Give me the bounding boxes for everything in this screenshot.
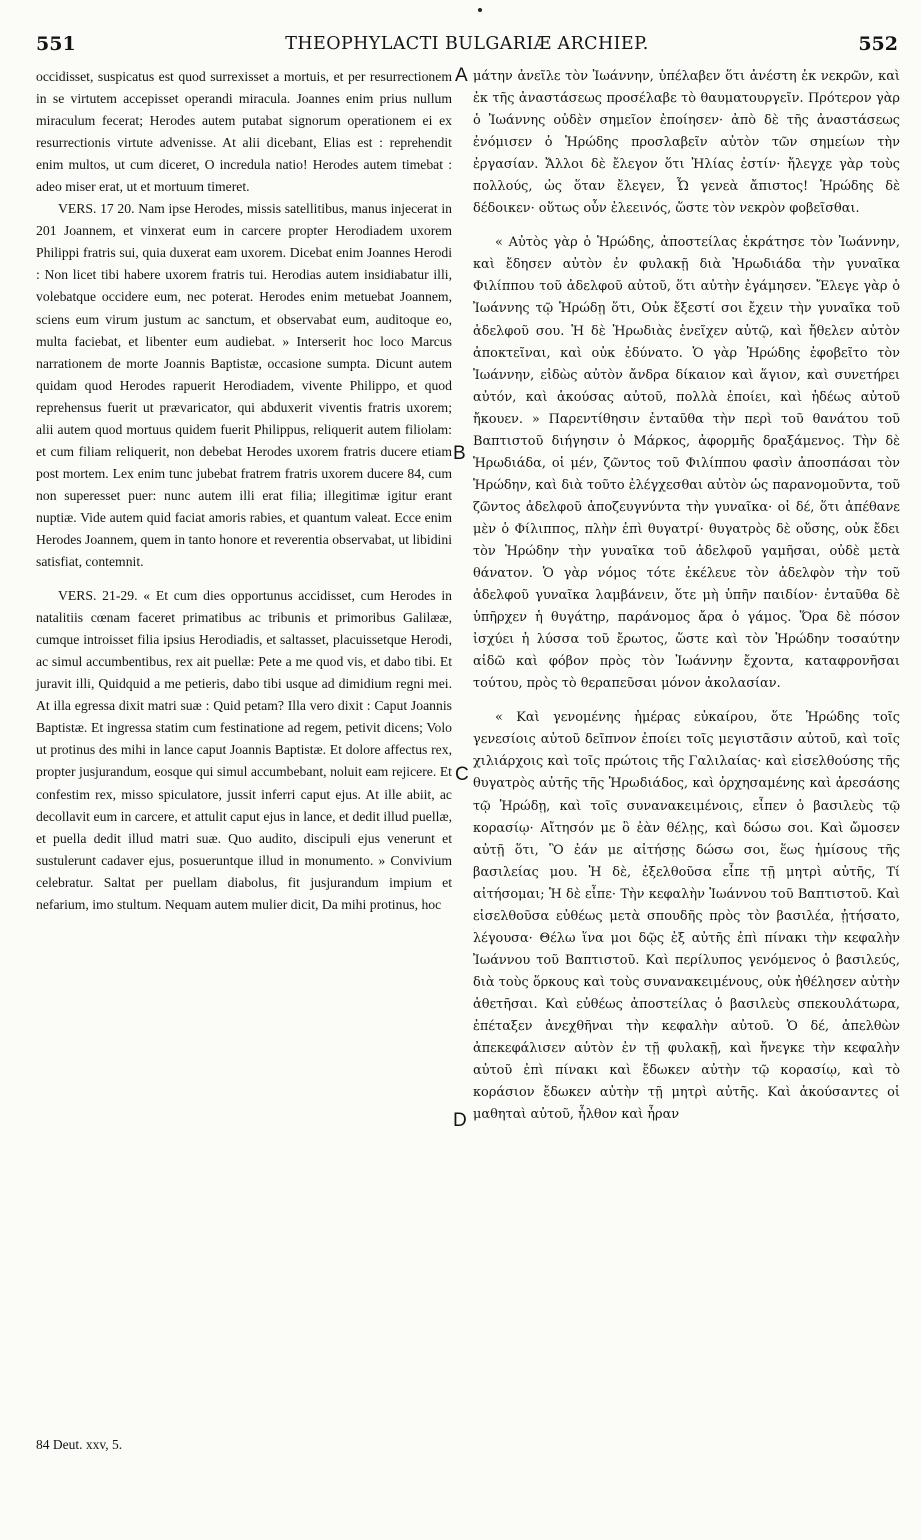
running-title: THEOPHYLACTI BULGARIÆ ARCHIEP. [285, 34, 649, 54]
section-marker-a: A [455, 65, 468, 86]
latin-column [36, 66, 452, 916]
latin-paragraph: VERS. 21-29. « Et cum dies opportunus accidisset, cum Herodes in natalitiis cœnam faceret primatibus ac tribunis et primoribus Galilææ, cumque introisset filia ipsius Herodiadis, et saltasset, placuissetque Herodi, ac simul accumbentibus, rex ait puellæ: Pete a me quod vis, et dabo tibi. Et juravit illi, Quidquid a me petieris, dabo tibi usque ad dimidium regni mei. At illa egressa dixit matri suæ : Quid petam? Illa vero dixit : Caput Joannis Baptistæ. Et ingressa statim cum festinatione ad regem, petivit dicens; Volo ut protinus des mihi in lance caput Joannis Baptistæ. Et dolore affectus rex, propter jusjurandum, eosque qui simul accumbebant, noluit eam rejicere. Et confestim rex, misso spiculatore, jussit inferri caput ejus. At ille abiit, ac decollavit eum in carcere, et attulit caput ejus in lance, et dedit illud puellæ, et puella dedit illud matri suæ. Quo audito, discipuli ejus venerunt et sustulerunt cadaver ejus, posueruntque illud in monumento. » Convivium celebratur. Saltat per puellam diabolus, fit jusjurandum impium et nefarium, imo stultum. Nequam autem mulier dicit, Da mihi protinus, hoc [36, 588, 452, 912]
greek-paragraph: « Καὶ γενομένης ἡμέρας εὐκαίρου, ὅτε Ἡρώδης τοῖς γενεσίοις αὐτοῦ δεῖπνον ἐποίει τοῖς μεγιστᾶσιν αὐτοῦ, καὶ τοῖς χιλιάρχοις καὶ τοῖς πρώτοις τῆς Γαλιλαίας· καὶ εἰσελθούσης τῆς θυγατρὸς αὐτῆς τῆς Ἡρωδιάδος, καὶ ὀρχησαμένης καὶ ἀρεσάσης τῷ Ἡρώδῃ, καὶ τοῖς συνανακειμένοις, εἶπεν ὁ βασιλεὺς τῷ κορασίῳ· Αἴτησόν με ὃ ἐὰν θέλῃς, καὶ δώσω σοι. Καὶ ὤμοσεν αὐτῇ ὅτι, Ὃ ἐάν με αἰτήσῃς δώσω σοι, ἕως ἡμίσους τῆς βασιλείας μου. Ἡ δὲ, ἐξελθοῦσα εἶπε τῇ μητρὶ αὐτῆς, Τί αἰτήσομαι; Ἡ δὲ εἶπε· Τὴν κεφαλὴν Ἰωάννου τοῦ Βαπτιστοῦ. Καὶ εἰσελθοῦσα εὐθέως μετὰ σπουδῆς πρὸς τὸν βασιλέα, ᾐτήσατο, λέγουσα· Θέλω ἵνα μοι δῷς ἐξ αὐτῆς ἐπὶ πίνακι τὴν κεφαλὴν Ἰωάννου τοῦ Βαπτιστοῦ. Καὶ περίλυπος γενόμενος ὁ βασιλεύς, διὰ τοὺς ὅρκους καὶ τοὺς συνανακειμένους, οὐκ ἠθέλησεν αὐτὴν ἀθετῆσαι. Καὶ εὐθέως ἀποστείλας ὁ βασιλεὺς σπεκουλάτωρα, ἐπέταξεν ἀνεχθῆναι τὴν κεφαλὴν αὐτοῦ. Ὁ δέ, ἀπελθὼν ἀπεκεφάλισεν αὐτὸν ἐν τῇ φυλακῇ, καὶ ἤνεγκε τὴν κεφαλὴν αὐτοῦ ἐπὶ πίνακι καὶ ἔδωκεν αὐτὴν τῷ κορασίῳ, καὶ τὸ κοράσιον ἔδωκεν αὐτὴν τῇ μητρὶ αὐτῆς. Καὶ ἀκούσαντες οἱ μαθηταὶ αὐτοῦ, ἦλθον καὶ ἦραν [473, 710, 900, 1123]
greek-paragraph: « Αὐτὸς γὰρ ὁ Ἡρώδης, ἀποστείλας ἐκράτησε τὸν Ἰωάννην, καὶ ἔδησεν αὐτὸν ἐν φυλακῇ διὰ Ἡρωδιάδα τὴν γυναῖκα Φιλίππου τοῦ ἀδελφοῦ αὐτοῦ, ὅτι αὐτὴν ἐγάμησεν. Ἔλεγε γὰρ ὁ Ἰωάννης τῷ Ἡρώδῃ ὅτι, Οὐκ ἔξεστί σοι ἔχειν τὴν γυναῖκα τοῦ ἀδελφοῦ σου. Ἡ δὲ Ἡρωδιὰς ἐνεῖχεν αὐτῷ, καὶ ἤθελεν αὐτὸν ἀποκτεῖναι, καὶ οὐκ ἐδύνατο. Ὁ γὰρ Ἡρώδης ἐφοβεῖτο τὸν Ἰωάννην, εἰδὼς αὐτὸν ἄνδρα δίκαιον καὶ ἅγιον, καὶ συνετήρει αὐτόν, καὶ ἀκούσας αὐτοῦ, πολλὰ ἐποίει, καὶ ἡδέως αὐτοῦ ἤκουεν. » Παρεντίθησιν ἐνταῦθα τὴν περὶ τοῦ θανάτου τοῦ Βαπτιστοῦ διήγησιν ὁ Μάρκος, ἀφορμῆς δραξάμενος. Τὴν δὲ Ἡρωδιάδα, οἱ μέν, ζῶντος τοῦ Φιλίππου φασὶν ἀποσπάσαι τὸν Ἡρώδην, καὶ διὰ τοῦτο ἐλέγχεσθαι αὐτὸν ὡς παρανομοῦντα, τοῦ ζῶντος ἀδελφοῦ ἀποζευγνύντα τὴν γυναῖκα· οἱ δέ, ὅτι ἀπέθανε μὲν ὁ Φίλιππος, πλὴν ἐπὶ θυγατρί· θυγατρὸς δὲ οὔσης, οὐκ ἔδει τὸν Ἡρώδην τὴν γυναῖκα τοῦ ἀδελφοῦ γαμῆσαι, οὐδὲ μετὰ θάνατον. Ὁ γὰρ νόμος τότε ἐκέλευε τὸν ἀδελφὸν τὴν τοῦ ἀδελφοῦ γυναῖκα λαμβάνειν, ὅτε μὴ ὑπῆν παιδίον· ἐνταῦθα δὲ ὑπῆρχεν ἡ θυγάτηρ, παράνομος ἄρα ὁ γάμος. Ὅρα δὲ πόσον ἰσχύει ἡ λύσσα τοῦ ἔρωτος, ὥστε καὶ τὸν Ἡρώδην τοσαύτην αἰδῶ καὶ φόβον πρὸς τὸν Ἰωάννην ἔχοντα, καταφρονῆσαι τούτου, πρὸς τὸ θεραπεῦσαι μόνον ἀκολασίαν. [473, 235, 900, 692]
section-marker-d: D [453, 1110, 467, 1131]
page-number-left: 551 [36, 33, 76, 55]
footnote: 84 Deut. xxv, 5. [36, 1437, 123, 1452]
greek-paragraph: μάτην ἀνεῖλε τὸν Ἰωάννην, ὑπέλαβεν ὅτι ἀνέστη ἐκ νεκρῶν, καὶ ἐκ τῆς ἀναστάσεως προσέλαβε τὸ θαυματουργεῖν. Πρότερον γὰρ ὁ Ἰωάννης οὐδὲν σημεῖον ἐποίησεν· ἀπὸ δὲ τῆς ἀναστάσεως ἐνόμισεν ὁ Ἡρώδης προσλαβεῖν αὐτὸν τῶν σημείων τὴν ἐργασίαν. Ἄλλοι δὲ ἔλεγον ὅτι Ἠλίας ἐστίν· ἤλεγχε γὰρ τοὺς πολλούς, ὡς ὅταν ἔλεγεν, Ὦ γενεὰ ἄπιστος! Ἡρώδης δὲ δέδοικεν· οὕτως οὖν ἐλεεινός, ὥστε τὸν νεκρὸν φοβεῖσθαι. [473, 69, 900, 217]
print-speck [478, 8, 482, 12]
section-marker-b: B [453, 443, 466, 464]
page-number-right: 552 [858, 33, 898, 55]
running-header [36, 33, 898, 57]
greek-column [473, 66, 900, 1126]
latin-paragraph: occidisset, suspicatus est quod surrexisset a mortuis, et per resurrectionem in se virtutem accepisset operandi miracula. Joannes enim prius nullum miraculum fecerat; Herodes autem putabat signorum operationem ei ex resurrectionis virtute advenisse. At alii dicebant, Elias est : reprehendit enim multos, ut cum diceret, O incredula natio! Herodes autem timebat : adeo miser erat, ut et mortuum timeret. [36, 69, 452, 195]
latin-paragraph: VERS. 17 20. Nam ipse Herodes, missis satellitibus, manus injecerat in 201 Joannem, et vinxerat eum in carcere propter Herodiadem uxorem Philippi fratris sui, quia duxerat eam uxorem. Dicebat enim Joannes Herodi : Non licet tibi habere uxorem fratris tui. Herodias autem insidiabatur illi, volebatque occidere eum, nec poterat. Herodes enim metuebat Joannem, sciens eum virum justum ac sanctum, et observabat eum, auditoque eo, multa faciebat, et libenter eum audiebat. » Interserit hoc loco Marcus narrationem de morte Joannis Baptistæ, occasione sumpta. Dicunt autem quidam quod Herodes rapuerit Herodiadem, vivente Philippo, et quod reprehensus fuerit ut prævaricator, qui abduxerit viventis fratris uxorem; alii autem quod mortuus quidem fuerit Philippus, reliquerit autem filiolam: et cum filiam reliquerit, non debebat Herodes uxorem fratris ducere etiam post mortem. Lex enim tunc jubebat fratrem fratris uxorem ducere 84, cum non superesset puer: nunc autem illi erat filia; illegitimæ igitur erant nuptiæ. Vide autem quid faciat amoris rabies, et quantum valeat. Ecce enim Herodes Joannem, quem in tanto honore et reverentia observabat, ut libidini satisfiat, contemnit. [36, 201, 452, 570]
section-marker-c: C [455, 764, 469, 785]
